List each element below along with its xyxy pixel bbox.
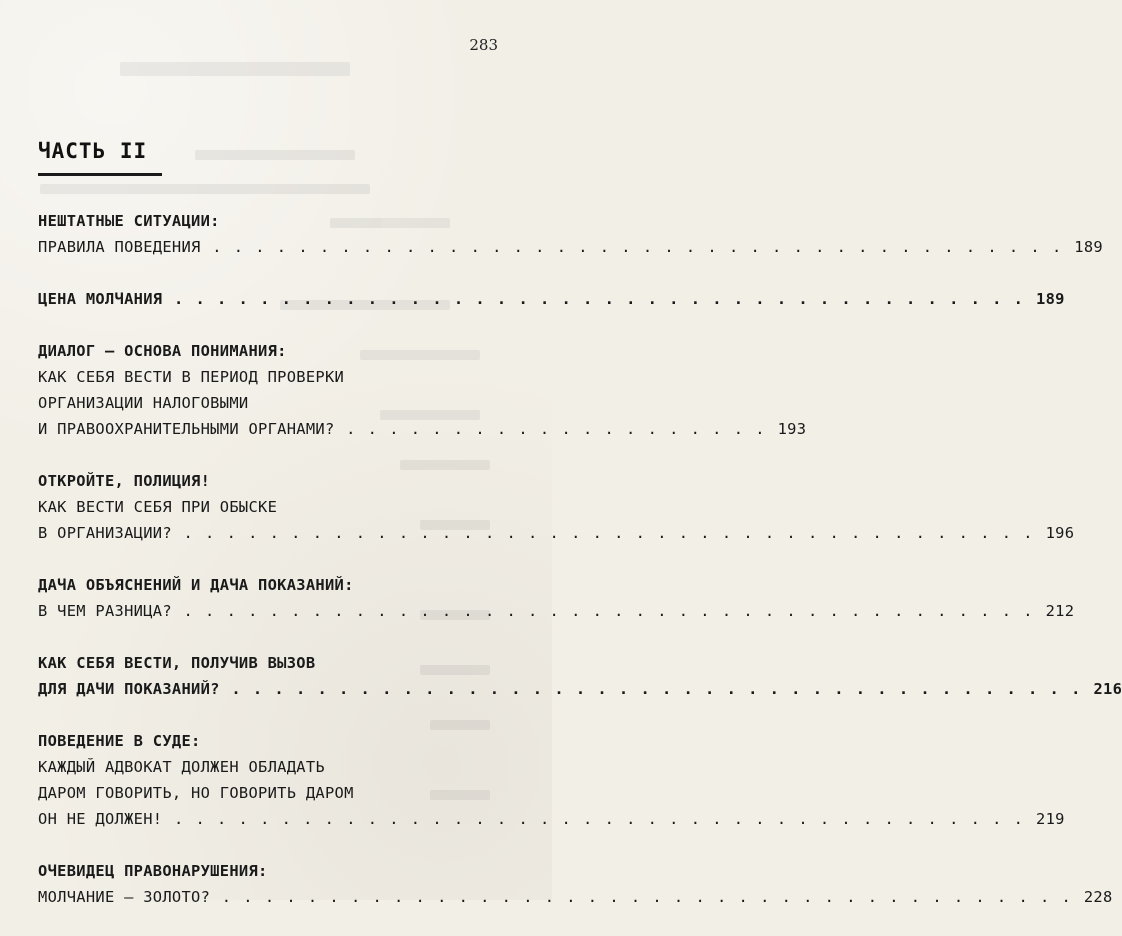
table-of-contents — [38, 208, 1122, 936]
toc-entry — [38, 858, 1113, 910]
toc-entry-heading: ОЧЕВИДЕЦ ПРАВОНАРУШЕНИЯ: — [38, 862, 268, 880]
dot-leader: . . . . . . . . . . . . . . . . . . . . . . . . . . . . . . . . . . . . . . . . — [221, 888, 1073, 906]
toc-entry-heading: ДИАЛОГ — ОСНОВА ПОНИМАНИЯ: — [38, 342, 287, 360]
toc-page-number: 216 — [1093, 680, 1122, 698]
toc-entry-line: И ПРАВООХРАНИТЕЛЬНЫМИ ОРГАНАМИ? — [38, 420, 335, 438]
toc-entry-line: ОРГАНИЗАЦИИ НАЛОГОВЫМИ — [38, 394, 249, 412]
toc-entry-line: ОН НЕ ДОЛЖЕН! — [38, 810, 163, 828]
toc-entry-line-with-page — [38, 234, 1103, 260]
toc-page-number: 219 — [1036, 810, 1065, 828]
toc-entry-heading: ДЛЯ ДАЧИ ПОКАЗАНИЙ? — [38, 680, 220, 698]
toc-entry-heading: НЕШТАТНЫЕ СИТУАЦИИ: — [38, 212, 220, 230]
toc-page-number: 196 — [1045, 524, 1075, 542]
toc-entry-heading: ЦЕНА МОЛЧАНИЯ — [38, 290, 163, 308]
toc-entry — [38, 286, 1065, 312]
toc-entry — [38, 338, 807, 442]
toc-entry-heading-with-page — [38, 676, 1122, 702]
toc-entry-line-with-page — [38, 598, 1075, 624]
toc-page-number: 212 — [1045, 602, 1075, 620]
toc-entry-heading: ПОВЕДЕНИЕ В СУДЕ: — [38, 732, 201, 750]
toc-page-number: 189 — [1074, 238, 1103, 256]
toc-entry — [38, 572, 1075, 624]
dot-leader: . . . . . . . . . . . . . . . . . . . . . . . . . . . . . . . . . . . . . . . . — [231, 680, 1082, 698]
toc-entry-heading-with-page — [38, 286, 1065, 312]
part-title-underline — [38, 173, 162, 176]
toc-entry — [38, 650, 1122, 702]
toc-entry-line: КАЖДЫЙ АДВОКАТ ДОЛЖЕН ОБЛАДАТЬ — [38, 758, 325, 776]
toc-entry-line-with-page — [38, 416, 807, 442]
toc-entry-heading: КАК СЕБЯ ВЕСТИ, ПОЛУЧИВ ВЫЗОВ — [38, 654, 316, 672]
toc-entry-line: МОЛЧАНИЕ — ЗОЛОТО? — [38, 888, 211, 906]
toc-entry-line: КАК ВЕСТИ СЕБЯ ПРИ ОБЫСКЕ — [38, 498, 278, 516]
toc-entry — [38, 208, 1103, 260]
toc-page-number: 228 — [1083, 888, 1113, 906]
dot-leader: . . . . . . . . . . . . . . . . . . . . . . . . . . . . . . . . . . . . . . . . — [212, 238, 1063, 256]
toc-page-number: 189 — [1036, 290, 1065, 308]
dot-leader: . . . . . . . . . . . . . . . . . . . . . . . . . . . . . . . . . . . . . . . . — [173, 290, 1025, 308]
toc-page-number: 193 — [777, 420, 807, 438]
dot-leader: . . . . . . . . . . . . . . . . . . . . . . . . . . . . . . . . . . . . . . . . — [183, 524, 1035, 542]
toc-entry-line-with-page — [38, 520, 1075, 546]
part-title: ЧАСТЬ II — [38, 139, 148, 163]
dot-leader: . . . . . . . . . . . . . . . . . . . . . . . . . . . . . . . . . . . . . . . . — [183, 602, 1035, 620]
dot-leader: . . . . . . . . . . . . . . . . . . . . . . . . . . . . . . . . . . . . . . . . — [173, 810, 1025, 828]
toc-entry-line: ПРАВИЛА ПОВЕДЕНИЯ — [38, 238, 201, 256]
toc-entry — [38, 468, 1075, 546]
toc-entry-line-with-page — [38, 806, 1065, 832]
toc-entry-heading: ДАЧА ОБЪЯСНЕНИЙ И ДАЧА ПОКАЗАНИЙ: — [38, 576, 354, 594]
toc-entry-line-with-page — [38, 884, 1113, 910]
toc-entry-line: В ЧЕМ РАЗНИЦА? — [38, 602, 172, 620]
toc-entry-heading: ОТКРОЙТЕ, ПОЛИЦИЯ! — [38, 472, 211, 490]
page-number: 283 — [469, 36, 498, 54]
toc-entry-line: ДАРОМ ГОВОРИТЬ, НО ГОВОРИТЬ ДАРОМ — [38, 784, 354, 802]
toc-entry-line: В ОРГАНИЗАЦИИ? — [38, 524, 172, 542]
dot-leader: . . . . . . . . . . . . . . . . . . . . — [346, 420, 766, 438]
toc-entry — [38, 728, 1065, 832]
toc-entry-line: КАК СЕБЯ ВЕСТИ В ПЕРИОД ПРОВЕРКИ — [38, 368, 345, 386]
